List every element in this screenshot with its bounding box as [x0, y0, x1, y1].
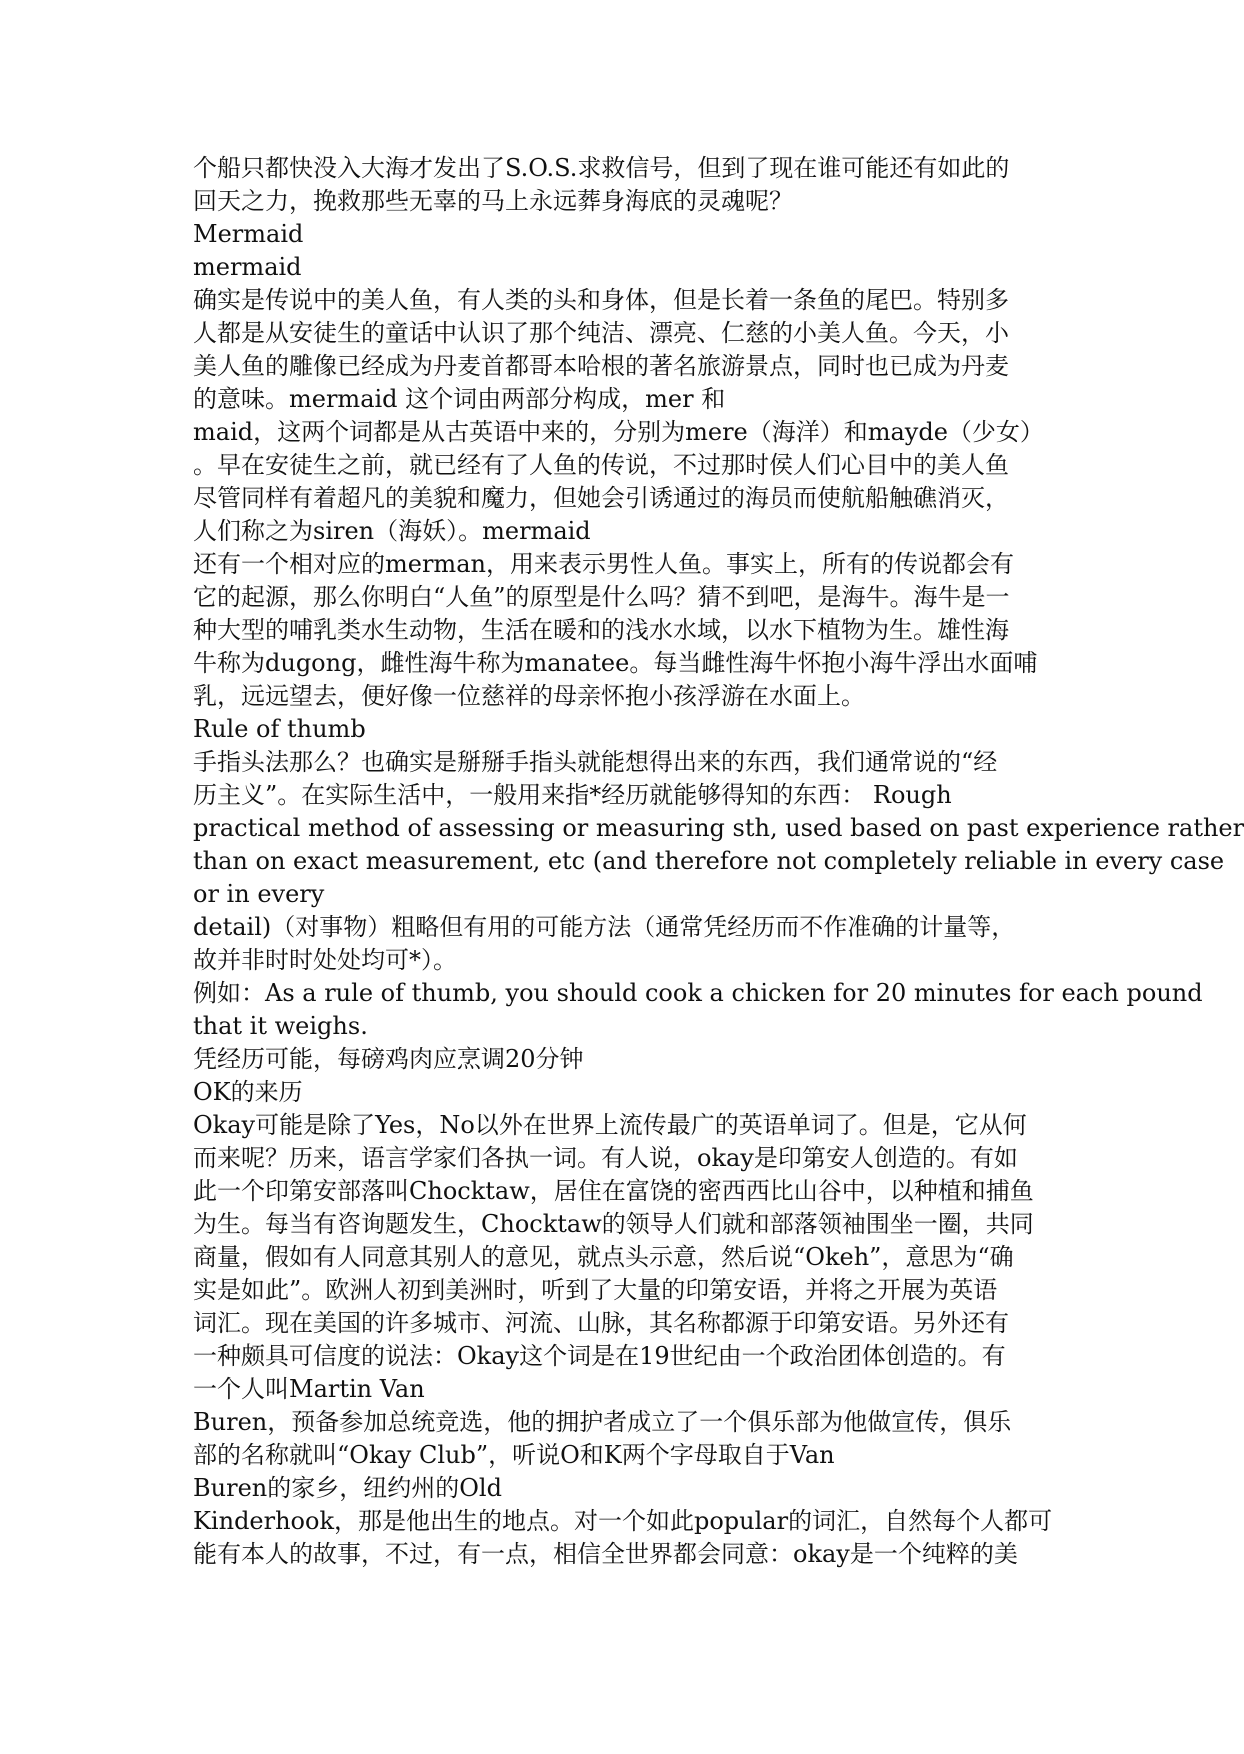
text-line: 一种颇具可信度的说法：Okay这个词是在19世纪由一个政治团体创造的。有: [193, 1342, 1006, 1370]
text-line: 实是如此”。欧洲人初到美洲时，听到了大量的印第安语，并将之开展为英语: [193, 1276, 998, 1304]
text-line: Buren的家乡，纽约州的Old: [193, 1474, 502, 1502]
text-line: 乳，远远望去，便好像一位慈祥的母亲怀抱小孩浮游在水面上。: [193, 682, 865, 710]
text-line: practical method of assessing or measuring sth, used based on past experience rather: [193, 814, 1244, 842]
section-heading-ok: OK的来历: [193, 1078, 303, 1106]
text-line: 部的名称就叫“Okay Club”，听说O和K两个字母取自于Van: [193, 1441, 835, 1469]
text-line: 牛称为dugong，雌性海牛称为manatee。每当雌性海牛怀抱小海牛浮出水面哺: [193, 649, 1038, 677]
text-line: 手指头法那么？也确实是掰掰手指头就能想得出来的东西，我们通常说的“经: [193, 748, 998, 776]
text-line: 而来呢？历来，语言学家们各执一词。有人说，okay是印第安人创造的。有如: [193, 1144, 1018, 1172]
text-line: 人们称之为siren（海妖）。mermaid: [193, 517, 591, 545]
text-line: than on exact measurement, etc (and therefore not completely reliable in every case: [193, 847, 1225, 875]
text-line: maid，这两个词都是从古英语中来的，分别为mere（海洋）和mayde（少女）: [193, 418, 1044, 446]
text-line: 凭经历可能，每磅鸡肉应烹调20分钟: [193, 1045, 584, 1073]
text-line: 商量，假如有人同意其别人的意见，就点头示意，然后说“Okeh”，意思为“确: [193, 1243, 1014, 1271]
text-line: 个船只都快没入大海才发出了S.O.S.求救信号，但到了现在谁可能还有如此的: [193, 154, 1010, 182]
section-heading-rule-of-thumb: Rule of thumb: [193, 715, 366, 743]
section-heading-mermaid: Mermaid: [193, 220, 304, 248]
document-body: [193, 152, 1244, 1571]
text-line: 的意味。mermaid 这个词由两部分构成，mer 和: [193, 385, 726, 413]
text-line: 故并非时时处处均可*）。: [193, 946, 457, 974]
text-line: 它的起源，那么你明白“人鱼”的原型是什么吗？猜不到吧，是海牛。海牛是一: [193, 583, 1010, 611]
text-line: mermaid: [193, 253, 302, 281]
text-line: 尽管同样有着超凡的美貌和魔力，但她会引诱通过的海员而使航船触礁消灭，: [193, 484, 1009, 512]
text-line: 人都是从安徒生的童话中认识了那个纯洁、漂亮、仁慈的小美人鱼。今天，小: [193, 319, 1009, 347]
text-line: 历主义”。在实际生活中，一般用来指*经历就能够得知的东西： Rough: [193, 781, 952, 809]
text-line: 。早在安徒生之前，就已经有了人鱼的传说，不过那时侯人们心目中的美人鱼: [193, 451, 1009, 479]
text-line: that it weighs.: [193, 1012, 368, 1040]
text-line: or in every: [193, 880, 325, 908]
text-line: 确实是传说中的美人鱼，有人类的头和身体，但是长着一条鱼的尾巴。特别多: [193, 286, 1009, 314]
text-line: Buren，预备参加总统竞选，他的拥护者成立了一个俱乐部为他做宣传，俱乐: [193, 1408, 1012, 1436]
text-line: 为生。每当有咨询题发生，Chocktaw的领导人们就和部落领袖围坐一圈，共同: [193, 1210, 1034, 1238]
text-line: 能有本人的故事，不过，有一点，相信全世界都会同意：okay是一个纯粹的美: [193, 1540, 1018, 1568]
text-line: detail)（对事物）粗略但有用的可能方法（通常凭经历而不作准确的计量等，: [193, 913, 1016, 941]
text-line: 回天之力，挽救那些无辜的马上永远葬身海底的灵魂呢？: [193, 187, 793, 215]
text-line: 种大型的哺乳类水生动物，生活在暖和的浅水水域，以水下植物为生。雄性海: [193, 616, 1009, 644]
text-line: 一个人叫Martin Van: [193, 1375, 425, 1403]
text-line: 词汇。现在美国的许多城市、河流、山脉，其名称都源于印第安语。另外还有: [193, 1309, 1009, 1337]
text-line: Okay可能是除了Yes，No以外在世界上流传最广的英语单词了。但是，它从何: [193, 1111, 1027, 1139]
text-line: 此一个印第安部落叫Chocktaw，居住在富饶的密西西比山谷中，以种植和捕鱼: [193, 1177, 1034, 1205]
text-line: 美人鱼的雕像已经成为丹麦首都哥本哈根的著名旅游景点，同时也已成为丹麦: [193, 352, 1009, 380]
text-line: 还有一个相对应的merman，用来表示男性人鱼。事实上，所有的传说都会有: [193, 550, 1014, 578]
text-line: 例如：As a rule of thumb, you should cook a chicken for 20 minutes for each pound: [193, 979, 1203, 1007]
text-line: Kinderhook，那是他出生的地点。对一个如此popular的词汇，自然每个人都可: [193, 1507, 1053, 1535]
